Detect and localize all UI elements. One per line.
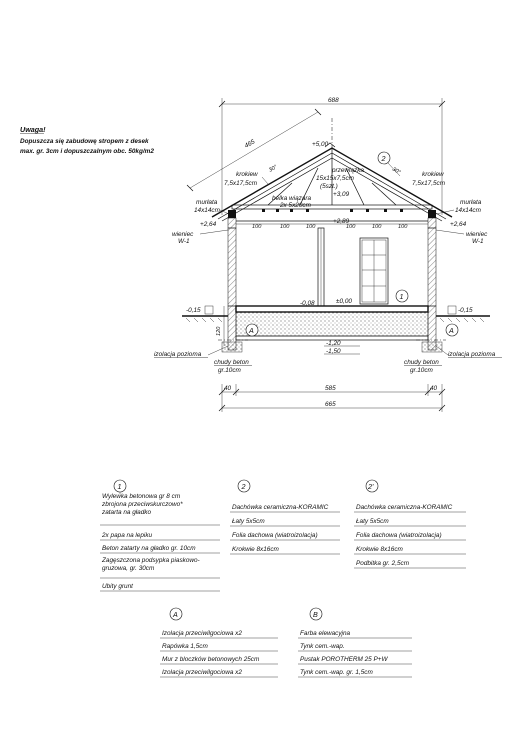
- marker-2: [378, 152, 400, 176]
- dimension-bottom: [219, 384, 445, 412]
- izolacja-right: izolacja pozioma: [448, 351, 496, 358]
- angle-left: 30°: [268, 164, 279, 174]
- level-ground-right: -0,15: [458, 307, 473, 314]
- legend-b-row-3: Pustak POROTHERM 25 P+W: [300, 656, 388, 663]
- svg-text:A: A: [249, 326, 254, 335]
- wall-plate-left: [228, 210, 236, 218]
- krokiew-right-label: krokiew: [422, 171, 444, 178]
- joist-spacing-1: 100: [252, 224, 262, 230]
- svg-text:2': 2': [368, 482, 374, 491]
- legend-2: [230, 480, 340, 554]
- legend-2p-row-1: Dachówka ceramiczna-KORAMIC: [356, 504, 453, 511]
- krokiew-right-size: 7,5x17,5cm: [412, 180, 446, 187]
- legend-2p-row-3: Folia dachowa (wiatroizolacja): [356, 532, 442, 539]
- joist-marks: [262, 209, 403, 212]
- legend-a-row-4: Izolacja przeciwilgociowa x2: [162, 669, 242, 676]
- chudy-right-size: gr.10cm: [410, 367, 433, 374]
- svg-text:B: B: [313, 610, 318, 619]
- legend-2-row-2: Łaty 5x5cm: [232, 518, 265, 525]
- legend-a-row-2: Rapówka 1,5cm: [162, 643, 208, 650]
- legend-1-row-8: Ubity grunt: [102, 583, 133, 590]
- level-plate-left: +2,64: [200, 221, 217, 228]
- krokiew-left-size: 7,5x17,5cm: [224, 180, 258, 187]
- dimension-688: 688: [328, 97, 339, 104]
- legend-b-row-2: Tynk cem.-wap.: [300, 643, 345, 650]
- legend-a-row-3: Mur z bloczków betonowych 25cm: [162, 656, 260, 663]
- joist-spacing-4: 100: [346, 224, 356, 230]
- legend-b-row-1: Farba elewacyjna: [300, 630, 351, 637]
- marker-a-left: [246, 324, 258, 336]
- marker-a-right: [446, 324, 458, 336]
- legend-1-row-3: zatarta na gładko: [102, 509, 152, 516]
- legend-2-row-1: Dachówka ceramiczna-KORAMIC: [232, 504, 329, 511]
- dimension-40-right: 40: [430, 385, 438, 392]
- dimension-40-left: 40: [224, 385, 232, 392]
- svg-text:A: A: [173, 610, 178, 619]
- wieniec-right-label: wieniec: [466, 231, 488, 238]
- note-title: Uwaga!: [20, 125, 46, 134]
- svg-text:A: A: [449, 326, 454, 335]
- legend-a: [160, 608, 278, 677]
- dimension-465: 465: [243, 138, 257, 150]
- legend-2-row-3: Folia dachowa (wiatroizolacja): [232, 532, 318, 539]
- level-ceiling: +2,89: [333, 218, 350, 225]
- wall-plate-right: [428, 210, 436, 218]
- legend-2-row-4: Krokwie 8x16cm: [232, 546, 279, 553]
- murlata-right-label: murłata: [460, 199, 482, 206]
- svg-text:2: 2: [381, 154, 386, 163]
- legend-1-row-7: gruzowa, gr. 30cm: [102, 565, 155, 572]
- level-found-b: -1,50: [326, 348, 341, 355]
- joist-spacing-5: 100: [372, 224, 382, 230]
- belka-label: belka wiązara: [272, 195, 312, 202]
- wieniec-right-code: W-1: [472, 238, 484, 245]
- roof-labels: [172, 167, 488, 245]
- dimension-120: 120: [216, 326, 222, 336]
- legend-1-row-1: Wylewka betonowa gr 8 cm: [102, 493, 181, 500]
- dimension-665: 665: [325, 401, 336, 408]
- legend-1-row-5: Beton zatarty na gładko gr. 10cm: [102, 545, 196, 552]
- przewiazka-label: przewiązka: [332, 167, 364, 174]
- svg-text:1: 1: [117, 482, 122, 491]
- level-plate-right: +2,64: [450, 221, 467, 228]
- marker-1: [396, 290, 408, 302]
- note-line-1: Dopuszcza się zabudowę stropem z desek: [20, 138, 149, 145]
- legend-b: [298, 608, 412, 677]
- wieniec-left-label: wieniec: [172, 231, 194, 238]
- note-line-2: max. gr. 3cm i dopuszczalnym obc. 50kg/m2: [20, 148, 154, 155]
- przewiazka-size: 15x15x7,5cm: [316, 175, 355, 182]
- legend-1-row-2: zbrojona przeciwskurczowo*: [102, 501, 183, 508]
- murlata-left-size: 14x14cm: [194, 207, 220, 214]
- legend-2p-row-2: Łaty 5x5cm: [356, 518, 389, 525]
- krokiew-left-label: krokiew: [236, 171, 258, 178]
- floor-slab: [236, 306, 428, 340]
- level-found-a: -1,20: [326, 340, 341, 347]
- murlata-left-label: murłata: [196, 199, 218, 206]
- legend-1: [100, 480, 220, 591]
- joist-spacing-2: 100: [280, 224, 290, 230]
- chudy-right-label: chudy beton: [404, 359, 439, 366]
- belka-size: 2x 5x20cm: [280, 202, 311, 209]
- svg-text:1: 1: [399, 292, 404, 301]
- level-ground-left: -0,15: [186, 307, 201, 314]
- level-beam-top: +3,09: [333, 191, 350, 198]
- legend-1-row-4: 2x papa na lepiku: [102, 532, 153, 539]
- level-ridge: +5,00: [312, 141, 329, 148]
- wieniec-left-code: W-1: [178, 238, 190, 245]
- legend-2-prime: [354, 480, 466, 568]
- window: [360, 238, 388, 304]
- legend-b-row-4: Tynk cem.-wap. gr. 1,5cm: [300, 669, 373, 676]
- level-floor-zero: ±0,00: [336, 298, 352, 305]
- legend-2p-row-4: Krokwie 8x16cm: [356, 546, 403, 553]
- przewiazka-count: (5szt.): [320, 183, 338, 190]
- dimension-585: 585: [325, 385, 336, 392]
- murlata-right-size: 14x14cm: [455, 207, 481, 214]
- joist-spacing-6: 100: [398, 224, 408, 230]
- legend-a-row-1: Izolacja przeciwilgociowa x2: [162, 630, 242, 637]
- level-floor-inner: -0,08: [300, 300, 315, 307]
- izolacja-left: izolacja pozioma: [154, 351, 202, 358]
- chudy-left-label: chudy beton: [214, 359, 249, 366]
- legend-1-row-6: Zagęszczona podsypka piaskowo-: [102, 557, 200, 564]
- angle-right: 30°: [391, 166, 402, 176]
- joist-spacing-3: 100: [306, 224, 316, 230]
- chudy-left-size: gr.10cm: [218, 367, 241, 374]
- dimension-rafter: [187, 109, 321, 191]
- legend-2p-row-5: Podbitka gr. 2,5cm: [356, 560, 410, 567]
- svg-text:2: 2: [241, 482, 246, 491]
- warning-note: [20, 125, 154, 155]
